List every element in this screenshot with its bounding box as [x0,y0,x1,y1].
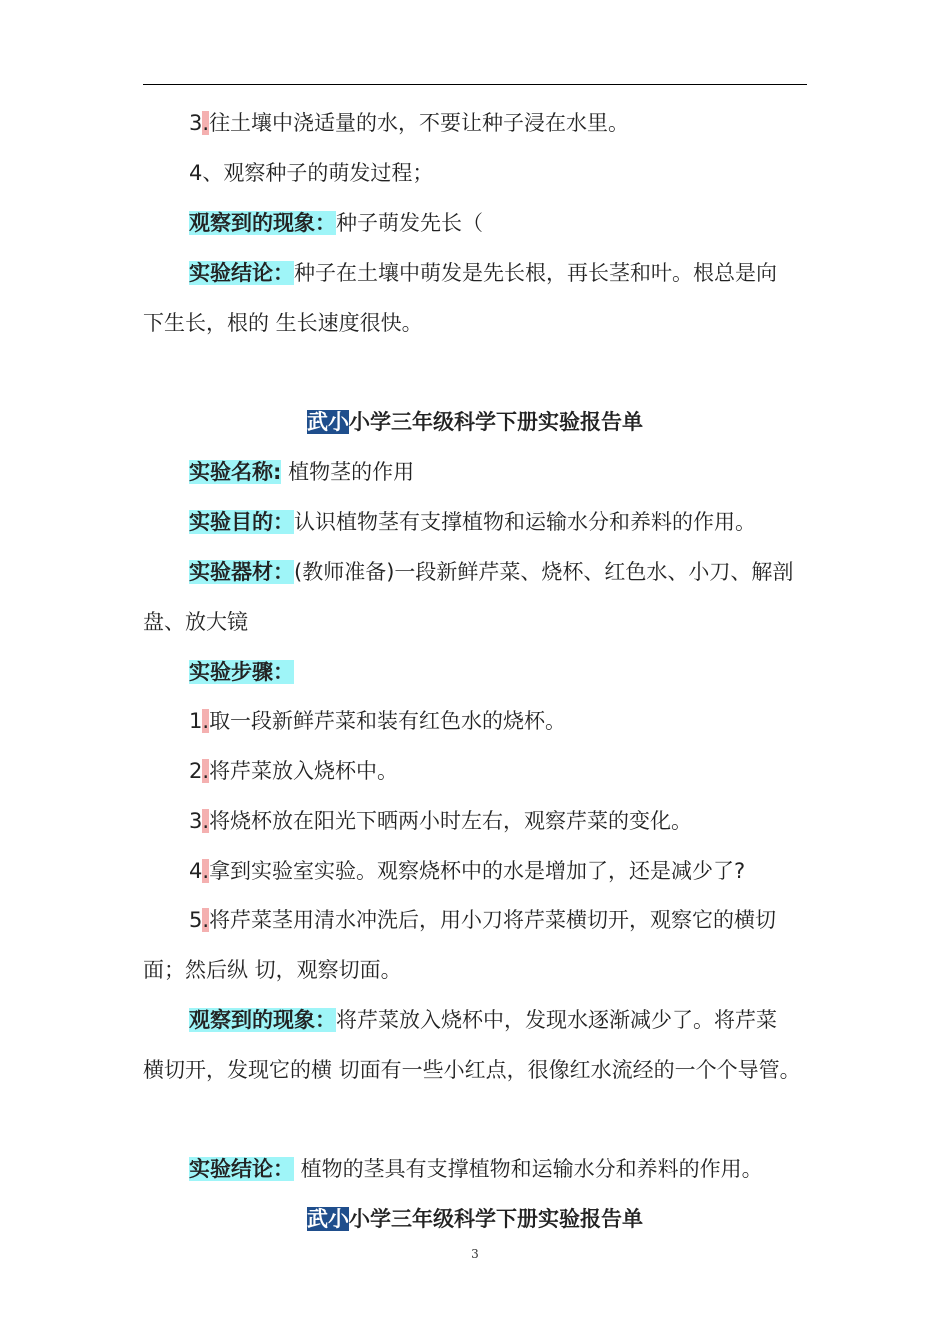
experiment-conclusion: 实验结论： 植物的茎具有支撑植物和运输水分和养料的作用。 [189,1157,763,1181]
step-5: 5.将芹菜茎用清水冲洗后，用小刀将芹菜横切开，观察它的横切 [189,908,777,932]
step-1: 1.取一段新鲜芹菜和装有红色水的烧杯。 [189,709,567,733]
experiment-steps-label: 实验步骤： [189,660,294,684]
label: 实验器材： [189,560,294,584]
label: 实验结论： [189,261,294,285]
label: 实验名称: [189,460,282,484]
header-rule [143,84,807,85]
seed-step-4: 4、观察种子的萌发过程； [189,161,434,185]
report-title-next: 武小小学三年级科学下册实验报告单 [307,1207,643,1231]
step-4: 4.拿到实验室实验。观察烧杯中的水是增加了，还是减少了? [189,859,746,883]
report-title: 武小小学三年级科学下册实验报告单 [307,410,643,434]
school-name: 武小 [307,410,349,434]
label: 实验目的： [189,510,294,534]
label: 观察到的现象： [189,211,336,235]
seed-conclusion-cont: 下生长，根的 生长速度很快。 [143,311,423,335]
step-3: 3.将烧杯放在阳光下晒两小时左右，观察芹菜的变化。 [189,809,693,833]
experiment-purpose: 实验目的：认识植物茎有支撑植物和运输水分和养料的作用。 [189,510,756,534]
step-2: 2.将芹菜放入烧杯中。 [189,759,399,783]
seed-conclusion: 实验结论：种子在土壤中萌发是先长根，再长茎和叶。根总是向 [189,261,777,285]
step-5-cont: 面；然后纵 切，观察切面。 [143,958,402,982]
seed-step-3: 3.往土壤中浇适量的水，不要让种子浸在水里。 [189,111,630,135]
page-number: 3 [471,1247,479,1261]
experiment-phenomenon-cont: 横切开，发现它的横 切面有一些小红点，很像红水流经的一个个导管。 [143,1058,801,1082]
label: 实验结论： [189,1157,294,1181]
experiment-name: 实验名称: 植物茎的作用 [189,460,415,484]
school-name: 武小 [307,1207,349,1231]
label: 观察到的现象： [189,1008,336,1032]
experiment-materials-cont: 盘、放大镜 [143,610,248,634]
experiment-materials: 实验器材：(教师准备)一段新鲜芹菜、烧杯、红色水、小刀、解剖 [189,560,794,584]
experiment-phenomenon: 观察到的现象：将芹菜放入烧杯中，发现水逐渐减少了。将芹菜 [189,1008,777,1032]
seed-phenomenon: 观察到的现象：种子萌发先长（ [189,211,483,235]
